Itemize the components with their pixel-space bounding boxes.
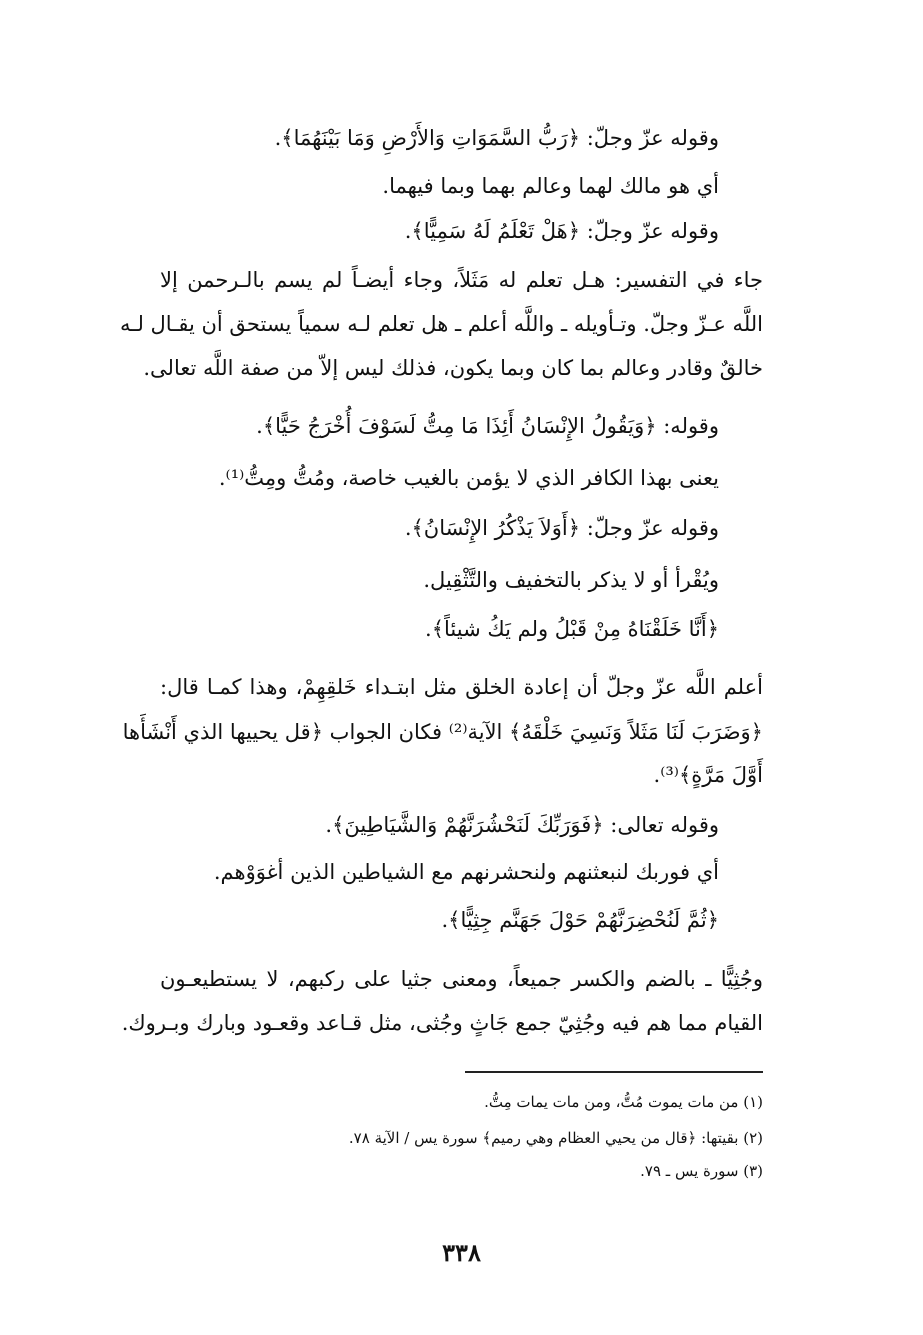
text-line: جاء في التفسير: هـل تعلم له مَثَلاً، وجاء أيضـاً لم يسم بالـرحمن إلا (160, 268, 763, 292)
text-line: ﴿ثُمَّ لَنُحْضِرَنَّهُمْ حَوْلَ جَهَنَّم جِثِيًّا﴾. (441, 908, 719, 932)
text-line: خالقٌ وقادر وعالم بما كان وبما يكون، فذلك ليس إلاّ من صفة اللَّه تعالى. (143, 356, 763, 380)
text-line: ويُقْرأ أو لا يذكر بالتخفيف والتَّثْقِيل. (423, 568, 719, 592)
text-line: اللَّه عـزّ وجلّ. وتـأويله ـ واللَّه أعلم ـ هل تعلم لـه سمياً يستحق أن يقـال لـه (120, 312, 763, 336)
footnote: (١) من مات يموت مُتُّ، ومن مات يمات مِتُّ. (484, 1093, 763, 1111)
text-line: أعلم اللَّه عزّ وجلّ أن إعادة الخلق مثل ابتـداء خَلقِهِمْ، وهذا كمـا قال: (160, 675, 763, 699)
text-line: وجُثِيًّا ـ بالضم والكسر جميعاً، ومعنى جثيا على ركبهم، لا يستطيعـون (160, 967, 763, 991)
text-line: وقوله عزّ وجلّ: ﴿رَبُّ السَّمَوَاتِ وَالأَرْضِ وَمَا بَيْنَهُمَا﴾. (274, 126, 719, 150)
text-line: وقوله تعالى: ﴿فَوَرَبِّكَ لَنَحْشُرَنَّهُمْ وَالشَّيَاطِينَ﴾. (325, 813, 719, 837)
page-number: ٣٣٨ (442, 1238, 481, 1267)
text-line: يعنى بهذا الكافر الذي لا يؤمن بالغيب خاصة، ومُتُّ ومِتُّ⁽¹⁾. (218, 466, 719, 490)
text-line: أي هو مالك لهما وعالم بهما وبما فيهما. (382, 174, 719, 198)
text-line: وقوله عزّ وجلّ: ﴿هَلْ تَعْلَمُ لَهُ سَمِيًّا﴾. (404, 219, 719, 243)
footnote: (٣) سورة يس ـ ٧٩. (640, 1162, 763, 1180)
footnote-separator (465, 1071, 763, 1073)
footnote: (٢) بقيتها: ﴿قال من يحيي العظام وهي رميم﴾ سورة يس / الآية ٧٨. (348, 1129, 763, 1147)
text-line: وقوله عزّ وجلّ: ﴿أَوَلاَ يَذْكُرُ الإِنْسَانُ﴾. (404, 516, 719, 540)
text-line: القيام مما هم فيه وجُثِيّ جمع جَاثٍ وجُثى، مثل قـاعد وقعـود وبارك وبـروك. (121, 1011, 763, 1035)
text-line: ﴿أَنَّا خَلَقْنَاهُ مِنْ قَبْلُ ولم يَكُ شيئاً﴾. (425, 617, 719, 641)
text-line: أي فوربك لنبعثنهم ولنحشرنهم مع الشياطين الذين أغوَوْهم. (213, 860, 719, 884)
text-line: وقوله: ﴿وَيَقُولُ الإِنْسَانُ أَئِذَا مَا مِتُّ لَسَوْفَ أُخْرَجُ حَيًّا﴾. (256, 414, 719, 438)
text-line: ﴿وَضَرَبَ لَنَا مَثَلاً وَنَسِيَ خَلْقَهُ﴾ الآية⁽²⁾ فكان الجواب ﴿قل يحييها الذي أَنْشَأَها (122, 720, 763, 744)
text-line: أَوَّلَ مَرَّةٍ﴾⁽³⁾. (653, 763, 763, 787)
